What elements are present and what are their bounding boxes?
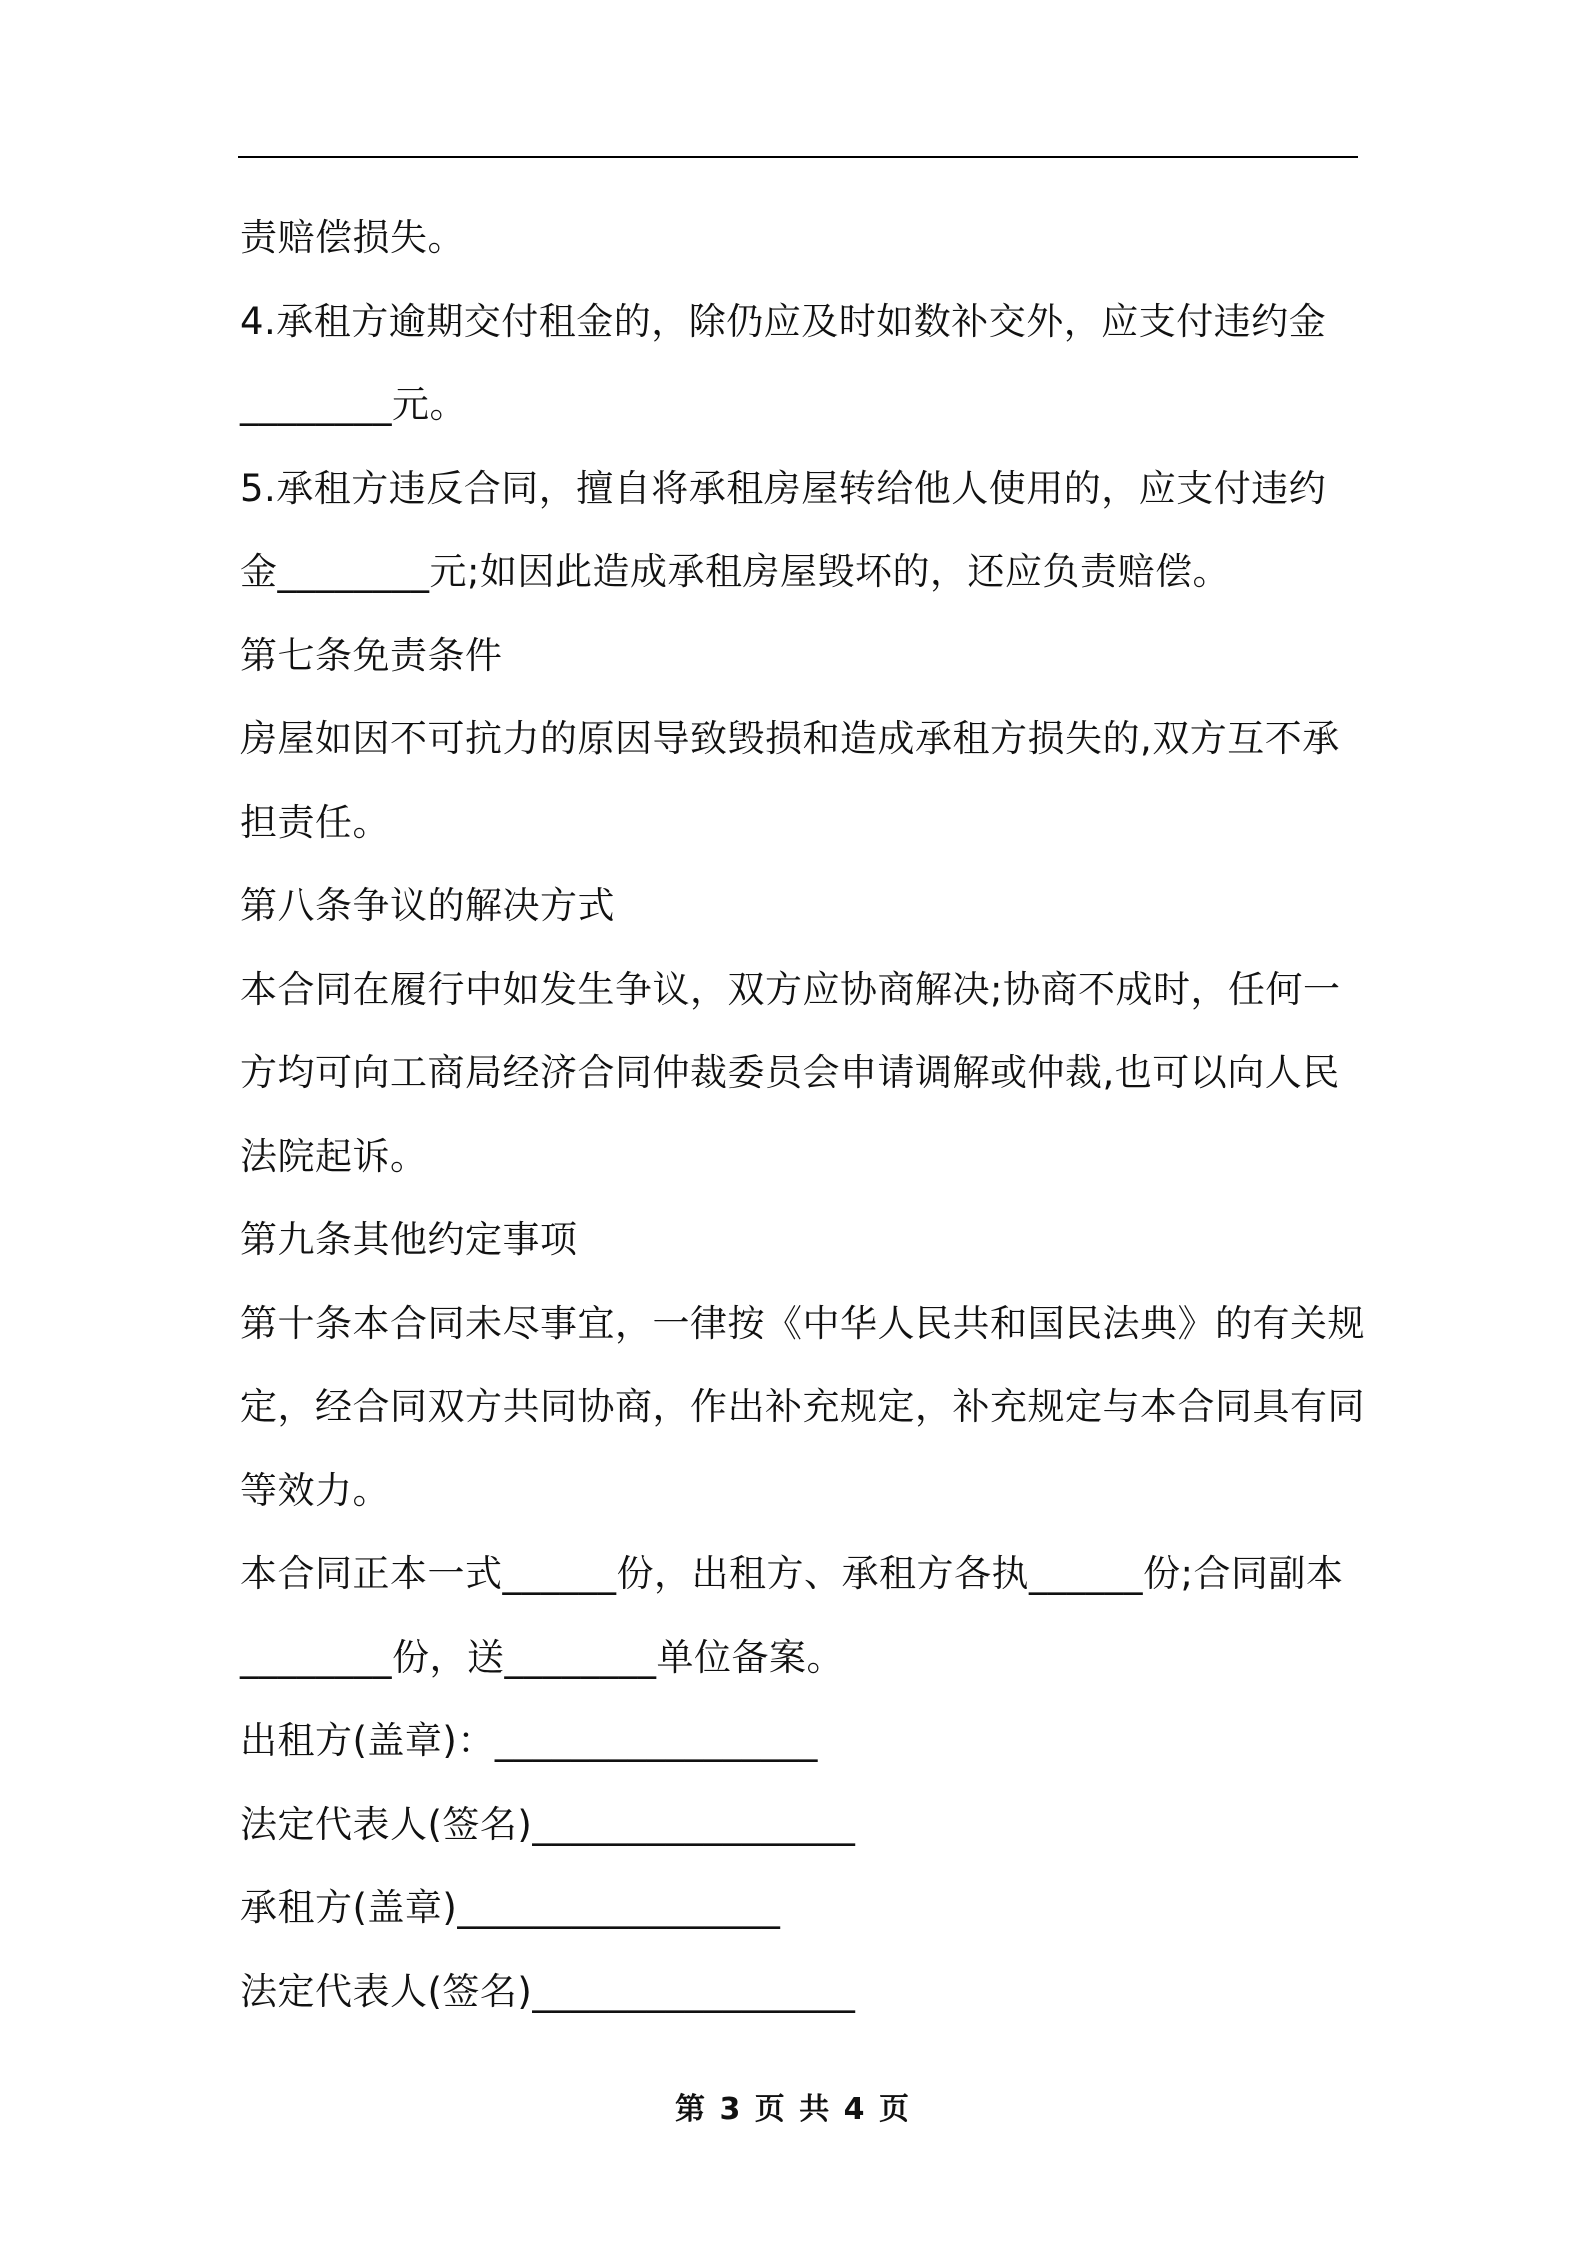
signature-line-lessor-rep: 法定代表人(签名)_________________ <box>240 1802 856 1846</box>
text-line: ________元。 <box>240 383 467 426</box>
text-line: 5.承租方违反合同，擅自将承租房屋转给他人使用的，应支付违约 <box>240 466 1327 510</box>
text-line: 房屋如因不可抗力的原因导致毁损和造成承租方损失的,双方互不承 <box>240 717 1340 760</box>
text-line: 4.承租方逾期交付租金的，除仍应及时如数补交外，应支付违约金 <box>240 299 1327 343</box>
text-line: 本合同在履行中如发生争议，双方应协商解决;协商不成时，任何一 <box>240 967 1341 1011</box>
text-line: 本合同正本一式______份，出租方、承租方各执______份;合同副本 <box>240 1552 1344 1595</box>
section-heading: 第九条其他约定事项 <box>240 1218 578 1261</box>
section-heading: 第八条争议的解决方式 <box>240 884 615 927</box>
signature-line-lessee: 承租方(盖章)_________________ <box>240 1886 781 1929</box>
text-line: 等效力。 <box>240 1468 390 1512</box>
text-line: 第十条本合同未尽事宜，一律按《中华人民共和国民法典》的有关规 <box>240 1301 1365 1345</box>
section-heading: 第七条免责条件 <box>240 633 503 677</box>
signature-line-lessee-rep: 法定代表人(签名)_________________ <box>240 1969 856 2013</box>
text-line: 定，经合同双方共同协商，作出补充规定，补充规定与本合同具有同 <box>240 1385 1365 1428</box>
text-line: 责赔偿损失。 <box>240 216 465 259</box>
contract-body <box>240 196 1365 2033</box>
text-line: 法院起诉。 <box>240 1134 428 1178</box>
text-line: 担责任。 <box>240 800 390 844</box>
text-line: ________份，送________单位备案。 <box>240 1635 844 1679</box>
signature-line-lessor: 出租方(盖章)：_________________ <box>240 1719 818 1762</box>
text-line: 金________元;如因此造成承租房屋毁坏的，还应负责赔偿。 <box>240 550 1230 593</box>
text-line: 方均可向工商局经济合同仲裁委员会申请调解或仲裁,也可以向人民 <box>240 1051 1340 1094</box>
header-rule <box>238 156 1358 158</box>
page-number: 第 3 页 共 4 页 <box>675 2092 911 2127</box>
